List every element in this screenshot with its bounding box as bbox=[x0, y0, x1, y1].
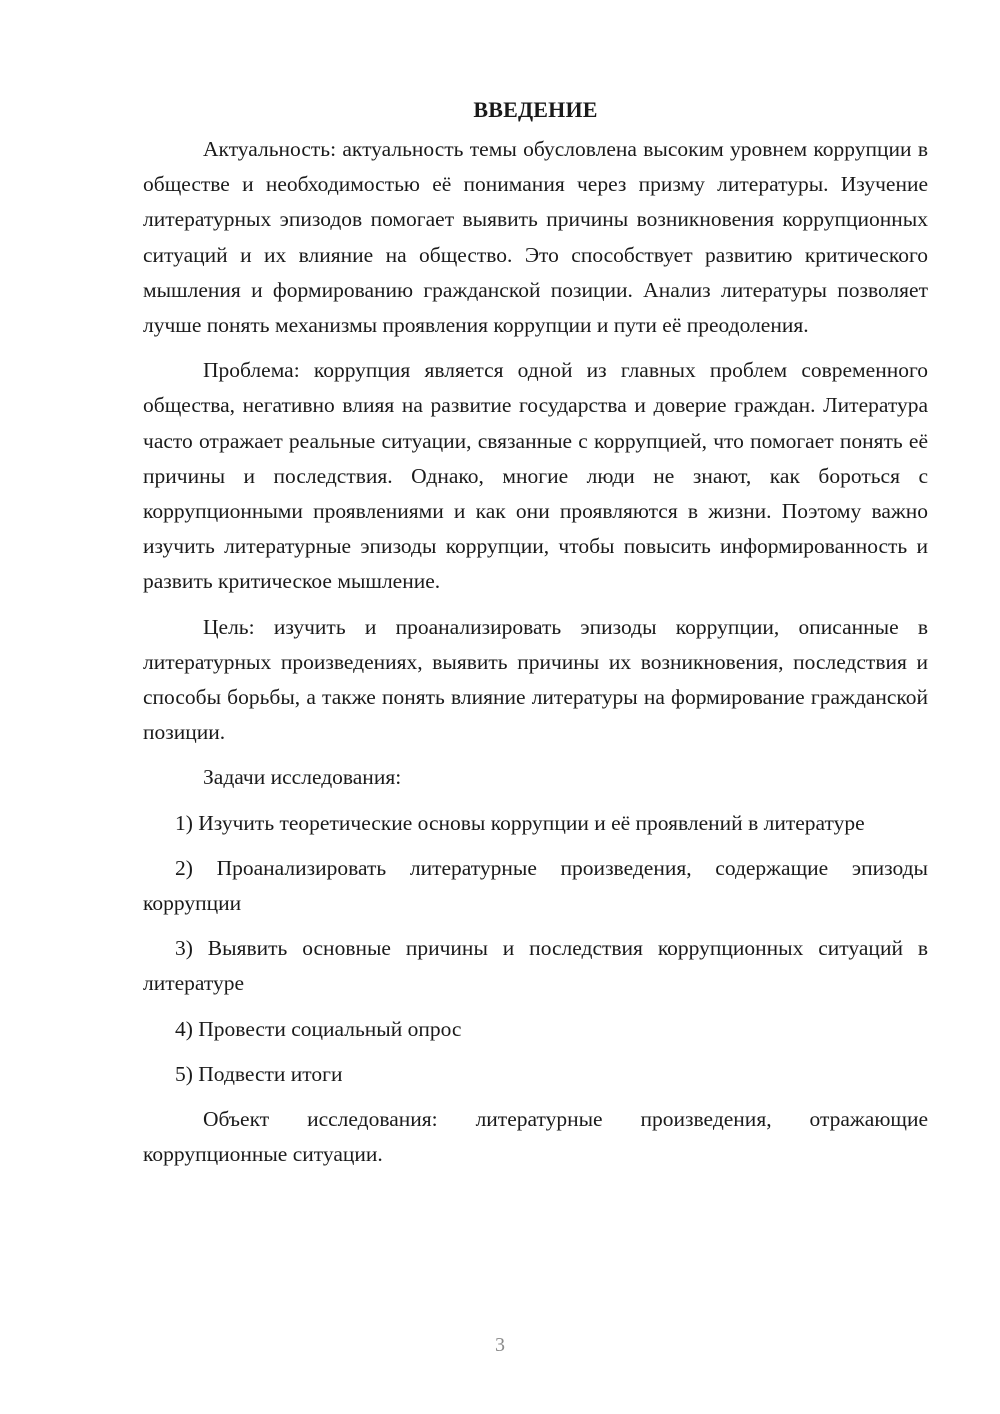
tasks-heading: Задачи исследования: bbox=[203, 765, 402, 790]
task-item-1: 1) Изучить теоретические основы коррупции и её проявлений в литературе bbox=[175, 810, 865, 835]
paragraph-object: Объект исследования: литературные произведения, отражающие коррупционные ситуации. bbox=[143, 1107, 928, 1167]
page-number: 3 bbox=[495, 1334, 505, 1356]
task-item-4: 4) Провести социальный опрос bbox=[175, 1016, 462, 1041]
task-item-2: 2) Проанализировать литературные произведения, содержащие эпизоды коррупции bbox=[143, 855, 928, 916]
task-item-3: 3) Выявить основные причины и последствия коррупционных ситуаций в литературе bbox=[143, 936, 928, 996]
task-item-5: 5) Подвести итоги bbox=[175, 1061, 343, 1086]
paragraph-goal: Цель: изучить и проанализировать эпизоды коррупции, описанные в литературных произведениях, выявить причины их возникновения, последствия и способы борьбы, а также понять влияние литературы на формирование гражданской позиции. bbox=[143, 614, 928, 745]
document-title: ВВЕДЕНИЕ bbox=[473, 97, 598, 122]
document-page bbox=[143, 92, 928, 1182]
paragraph-relevance: Актуальность: актуальность темы обусловлена высоким уровнем коррупции в обществе и необходимостью её понимания через призму литературы. Изучение литературных эпизодов помогает выявить причины возникновения коррупционных ситуаций и их влияние на общество. Это способствует развитию критического мышления и формированию гражданской позиции. Анализ литературы позволяет лучше понять механизмы проявления коррупции и пути её преодоления. bbox=[143, 137, 928, 338]
paragraph-problem: Проблема: коррупция является одной из главных проблем современного общества, негативно влияя на развитие государства и доверие граждан. Литература часто отражает реальные ситуации, связанные с коррупцией, что помогает понять её причины и последствия. Однако, многие люди не знают, как бороться с коррупционными проявлениями и как они проявляются в жизни. Поэтому важно изучить литературные эпизоды коррупции, чтобы повысить информированность и развить критическое мышление. bbox=[143, 358, 928, 594]
